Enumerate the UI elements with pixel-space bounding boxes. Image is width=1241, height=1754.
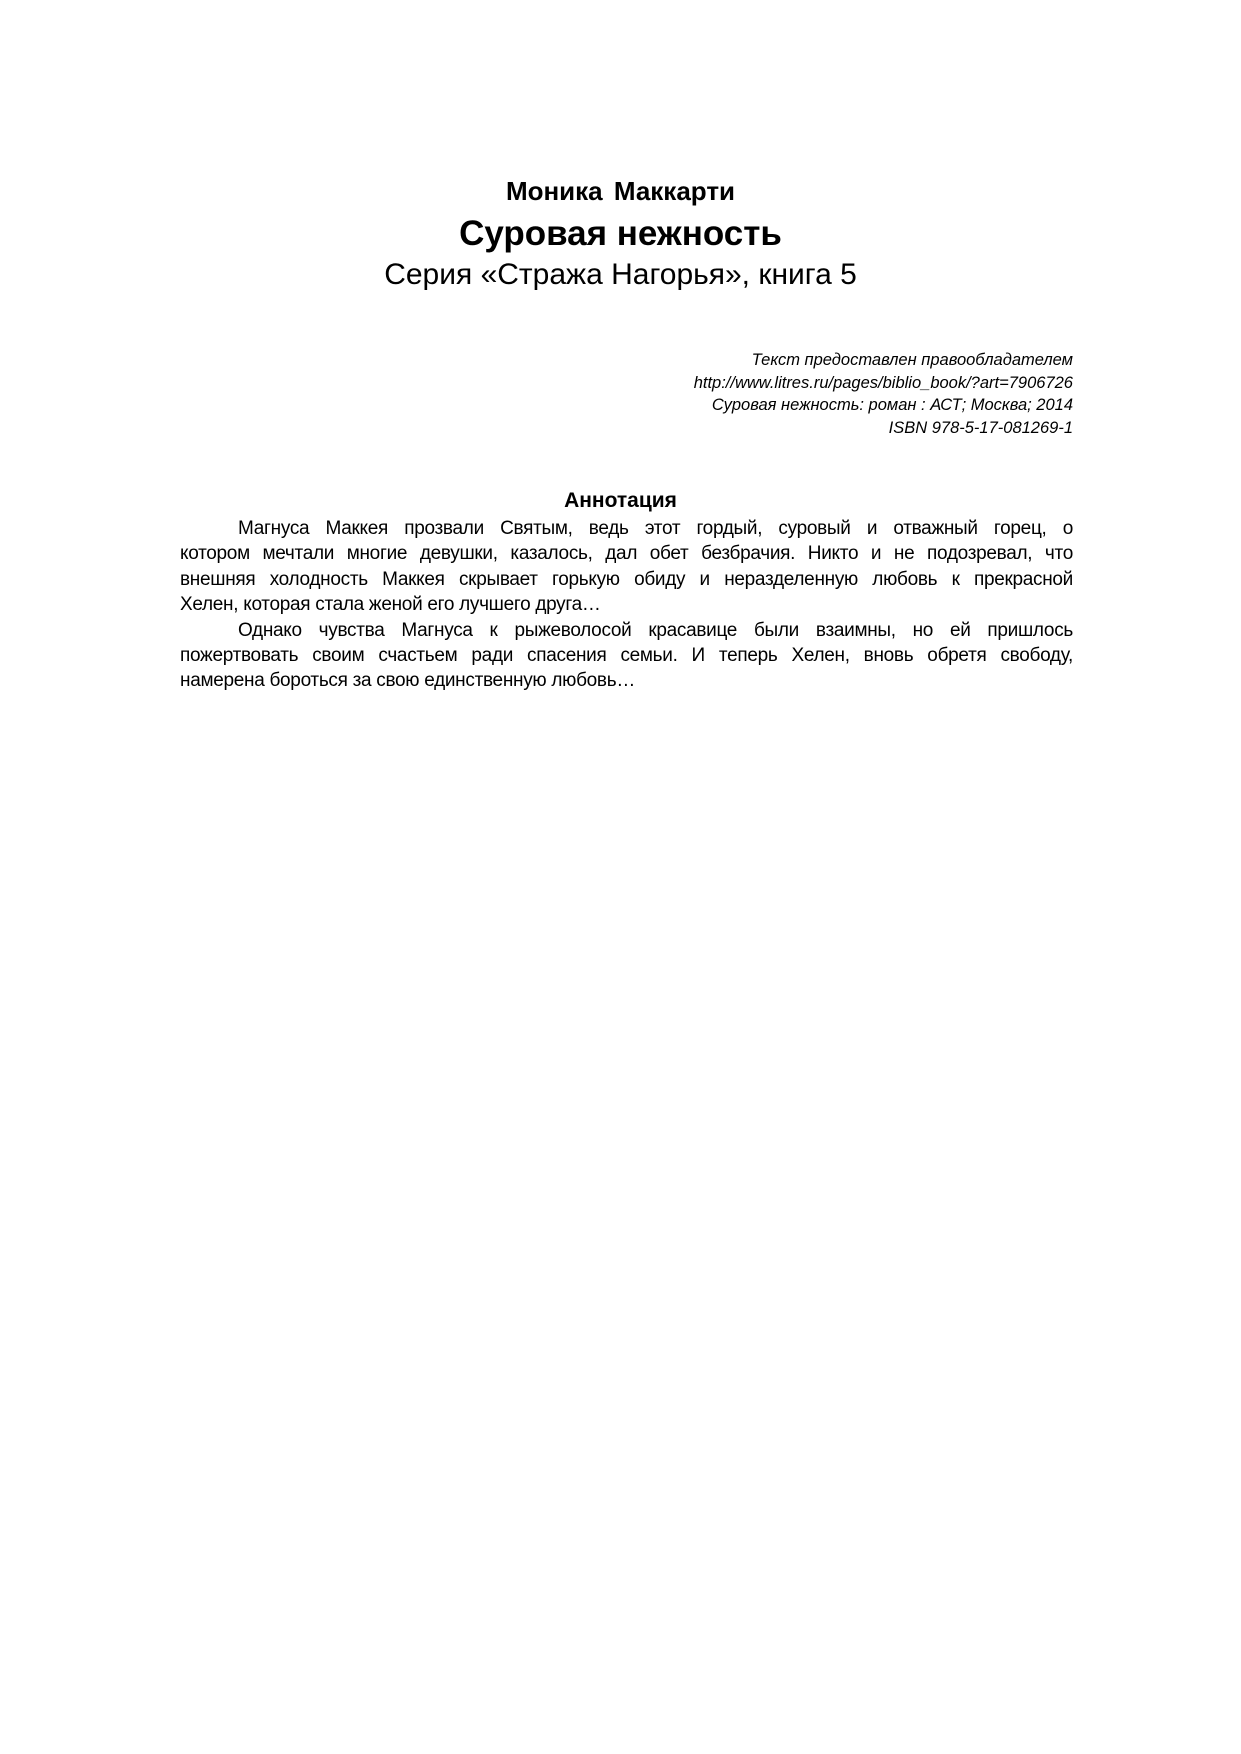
source-url: http://www.litres.ru/pages/biblio_book/?art=7906726 — [693, 373, 1073, 392]
edition-info: Суровая нежность: роман : АСТ; Москва; 2014 — [711, 396, 1073, 415]
annotation-text — [180, 516, 1073, 694]
book-series: Серия «Стража Нагорья», книга 5 — [384, 258, 857, 291]
book-author: Моника Маккарти — [505, 176, 736, 206]
text-line: намерена бороться за свою единственную любовь… — [180, 670, 636, 692]
rights-holder-note: Текст предоставлен правообладателем — [751, 351, 1073, 369]
text-line: пожертвовать своим счастьем ради спасения семьи. И теперь Хелен, вновь обретя свободу, — [180, 645, 1073, 667]
text-line: Хелен, которая стала женой его лучшего друга… — [180, 594, 601, 616]
text-line: внешняя холодность Маккея скрывает горькую обиду и неразделенную любовь к прекрасной — [180, 568, 1073, 590]
text-line: котором мечтали многие девушки, казалось, дал обет безбрачия. Никто и не подозревал, что — [180, 543, 1073, 565]
publication-info — [694, 349, 1073, 440]
book-title: Суровая нежность — [459, 214, 782, 253]
text-line: Магнуса Маккея прозвали Святым, ведь этот гордый, суровый и отважный горец, о — [238, 518, 1073, 539]
isbn: ISBN 978-5-17-081269-1 — [888, 419, 1073, 438]
text-line: Однако чувства Магнуса к рыжеволосой красавице были взаимны, но ей пришлось — [238, 619, 1073, 641]
annotation-heading: Аннотация — [564, 489, 677, 512]
